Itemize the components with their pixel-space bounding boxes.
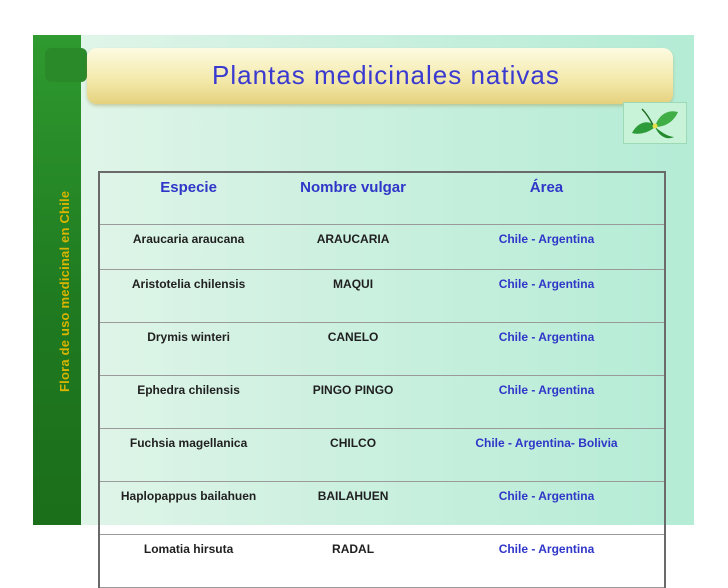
species-cell: Ephedra chilensis xyxy=(99,376,277,429)
table-row xyxy=(99,270,665,323)
common-name-cell: MAQUI xyxy=(277,270,429,323)
table-row xyxy=(99,225,665,270)
species-cell: Lomatia hirsuta xyxy=(99,535,277,588)
column-header: Área xyxy=(429,172,665,225)
common-name-cell: BAILAHUEN xyxy=(277,482,429,535)
area-cell: Chile - Argentina xyxy=(429,225,665,270)
species-cell: Haplopappus bailahuen xyxy=(99,482,277,535)
table-row xyxy=(99,429,665,482)
common-name-cell: PINGO PINGO xyxy=(277,376,429,429)
sidebar-caption: Flora de uso medicinal en Chile xyxy=(57,190,72,392)
leaf-icon xyxy=(624,103,686,143)
table-header-row xyxy=(99,172,665,225)
common-name-cell: CHILCO xyxy=(277,429,429,482)
area-cell: Chile - Argentina xyxy=(429,270,665,323)
leaf-decoration xyxy=(623,102,687,144)
area-cell: Chile - Argentina xyxy=(429,482,665,535)
table-row xyxy=(99,376,665,429)
species-cell: Aristotelia chilensis xyxy=(99,270,277,323)
common-name-cell: RADAL xyxy=(277,535,429,588)
table-row xyxy=(99,323,665,376)
area-cell: Chile - Argentina xyxy=(429,323,665,376)
column-header: Especie xyxy=(99,172,277,225)
table-row xyxy=(99,535,665,588)
species-cell: Fuchsia magellanica xyxy=(99,429,277,482)
area-cell: Chile - Argentina- Bolivia xyxy=(429,429,665,482)
plants-table xyxy=(98,171,666,588)
species-cell: Drymis winteri xyxy=(99,323,277,376)
common-name-cell: CANELO xyxy=(277,323,429,376)
common-name-cell: ARAUCARIA xyxy=(277,225,429,270)
area-cell: Chile - Argentina xyxy=(429,535,665,588)
page-title: Plantas medicinales nativas xyxy=(212,60,560,90)
area-cell: Chile - Argentina xyxy=(429,376,665,429)
sidebar-notch xyxy=(45,48,87,82)
column-header: Nombre vulgar xyxy=(277,172,429,225)
table-row xyxy=(99,482,665,535)
species-cell: Araucaria araucana xyxy=(99,225,277,270)
